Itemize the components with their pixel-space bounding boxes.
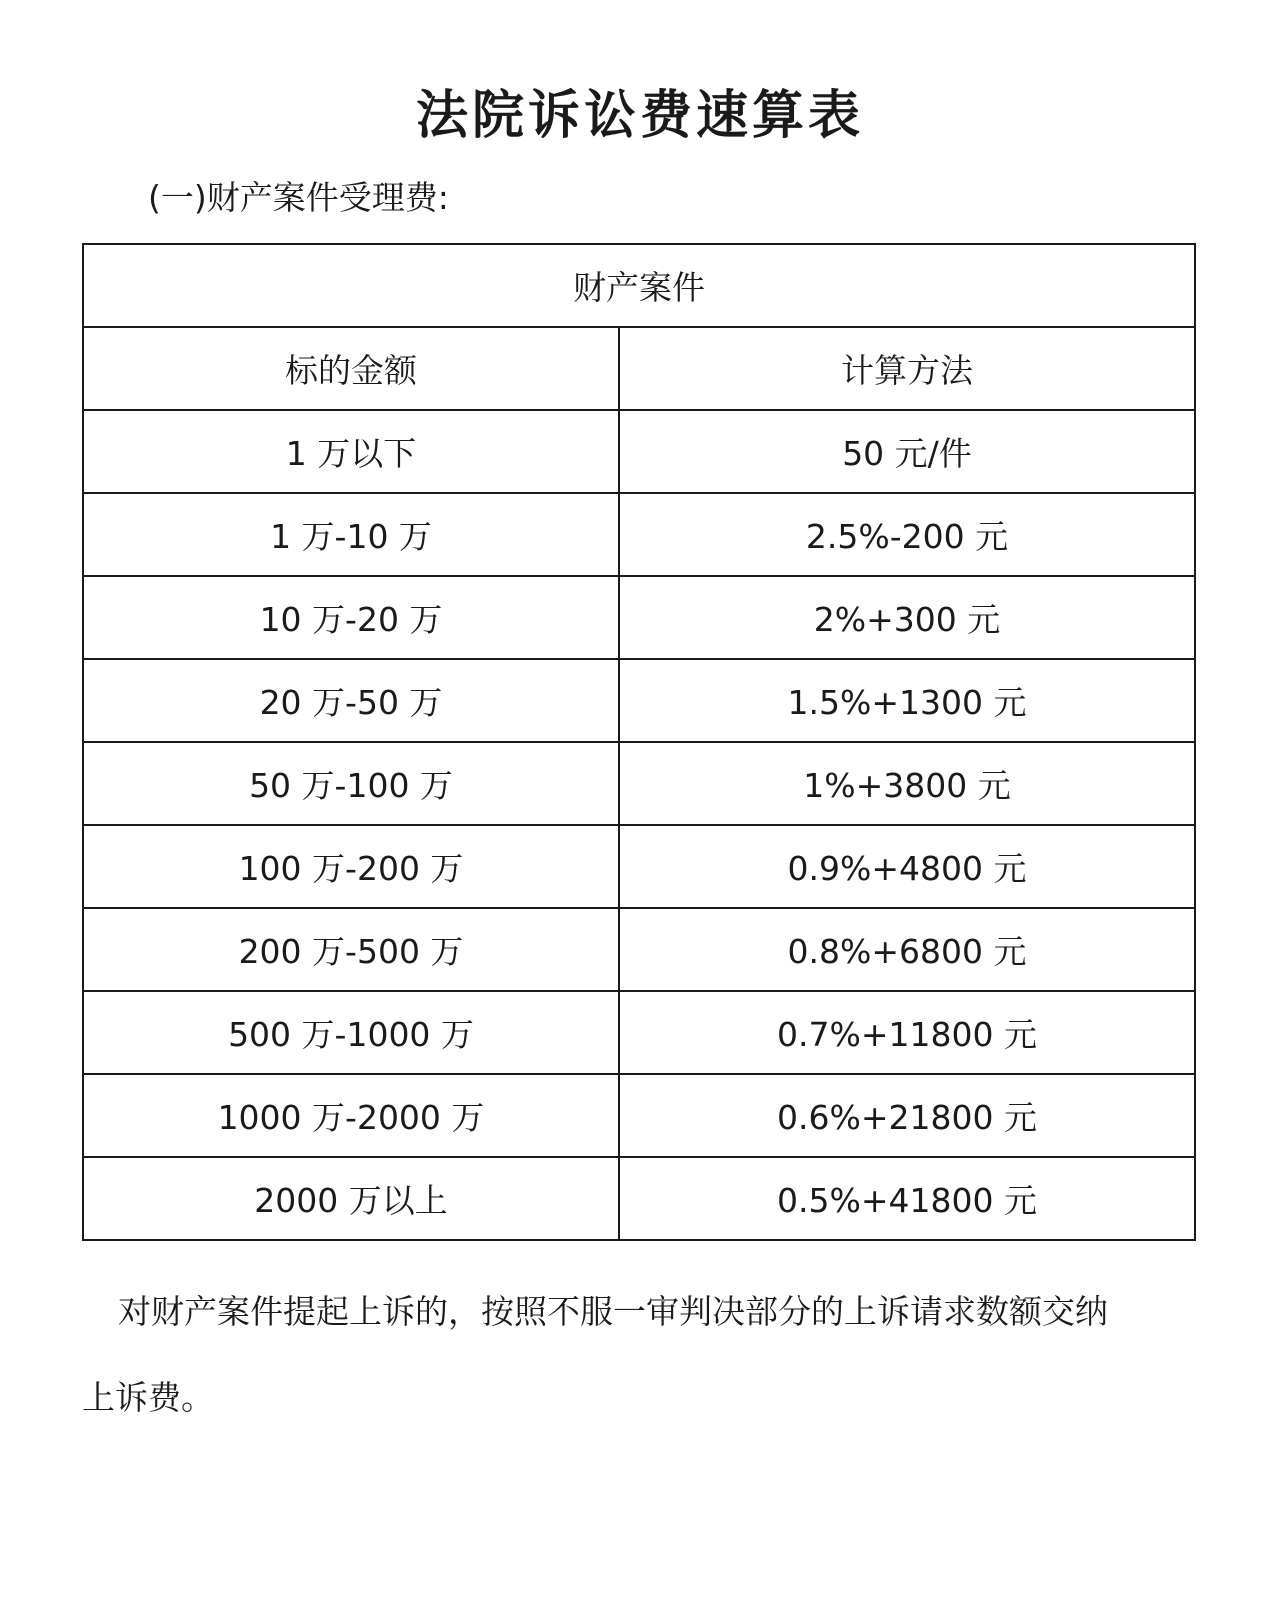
amount-cell: 500 万-1000 万 [83, 991, 619, 1074]
column-header-method: 计算方法 [619, 327, 1195, 410]
amount-cell: 1000 万-2000 万 [83, 1074, 619, 1157]
table-row [83, 659, 1195, 742]
table-row [83, 493, 1195, 576]
method-cell: 2%+300 元 [619, 576, 1195, 659]
method-cell: 50 元/件 [619, 410, 1195, 493]
table-row [83, 742, 1195, 825]
table-header-row [83, 327, 1195, 410]
fee-table [82, 243, 1196, 1241]
table-row [83, 410, 1195, 493]
document-title: 法院诉讼费速算表 [415, 86, 864, 146]
amount-cell: 100 万-200 万 [83, 825, 619, 908]
amount-cell: 50 万-100 万 [83, 742, 619, 825]
amount-cell: 20 万-50 万 [83, 659, 619, 742]
amount-cell: 10 万-20 万 [83, 576, 619, 659]
appeal-note-line-2: 上诉费。 [82, 1378, 214, 1417]
amount-cell: 1 万-10 万 [83, 493, 619, 576]
table-row [83, 825, 1195, 908]
column-header-amount: 标的金额 [83, 327, 619, 410]
method-cell: 0.6%+21800 元 [619, 1074, 1195, 1157]
amount-cell: 2000 万以上 [83, 1157, 619, 1240]
table-row [83, 991, 1195, 1074]
table-row [83, 576, 1195, 659]
table-row [83, 1157, 1195, 1240]
appeal-note-line-1: 对财产案件提起上诉的，按照不服一审判决部分的上诉请求数额交纳 [118, 1292, 1108, 1331]
amount-cell: 200 万-500 万 [83, 908, 619, 991]
table-row [83, 1074, 1195, 1157]
method-cell: 0.5%+41800 元 [619, 1157, 1195, 1240]
method-cell: 2.5%-200 元 [619, 493, 1195, 576]
table-row [83, 908, 1195, 991]
method-cell: 1%+3800 元 [619, 742, 1195, 825]
table-caption-row [83, 244, 1195, 327]
amount-cell: 1 万以下 [83, 410, 619, 493]
method-cell: 0.8%+6800 元 [619, 908, 1195, 991]
method-cell: 1.5%+1300 元 [619, 659, 1195, 742]
table-caption: 财产案件 [83, 244, 1195, 327]
method-cell: 0.7%+11800 元 [619, 991, 1195, 1074]
method-cell: 0.9%+4800 元 [619, 825, 1195, 908]
section-heading: (一)财产案件受理费: [148, 178, 449, 217]
